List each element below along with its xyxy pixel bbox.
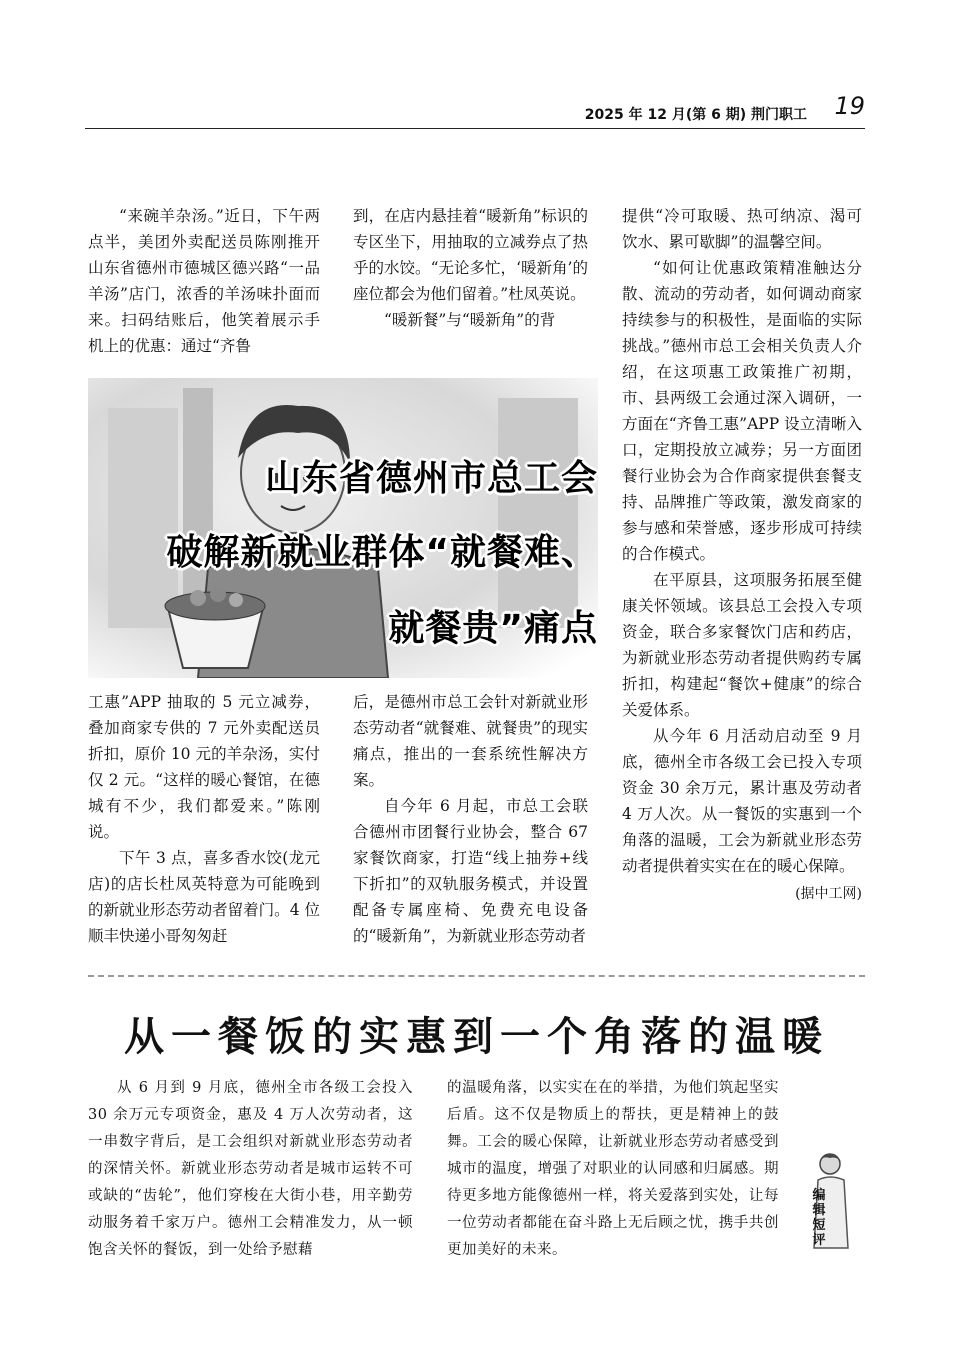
article-col1-top: [88, 203, 320, 359]
headline-line3: 就餐贵”痛点: [388, 608, 598, 649]
issue-label: 2025 年 12 月(第 6 期) 荆门职工: [584, 107, 807, 123]
article-col3: [622, 203, 862, 907]
article-paragraph: “暖新餐”与“暖新角”的背: [384, 311, 556, 329]
article-paragraph: 到，在店内悬挂着“暖新角”标识的专区坐下，用抽取的立减券点了热乎的水饺。“无论多忙，‘暖新角’的座位都会为他们留着。”杜凤英说。: [353, 207, 588, 303]
article-col2-bottom: [353, 689, 588, 949]
commentary-col2: [447, 1075, 779, 1264]
article-col2-top: [353, 203, 588, 333]
article-paragraph: 在平原县，这项服务拓展至健康关怀领域。该县总工会投入专项资金，联合多家餐饮门店和药店，为新就业形态劳动者提供购药专属折扣，构建起“餐饮+健康”的综合关爱体系。: [622, 571, 862, 719]
headline-line2: 破解新就业群体“就餐难、: [166, 532, 598, 573]
section-divider: [88, 975, 865, 977]
editor-commentary-badge: 编辑短评: [812, 1188, 826, 1248]
headline-line1: 山东省德州市总工会: [264, 458, 598, 499]
commentary-col1: [88, 1075, 413, 1264]
article-paragraph: 从今年 6 月活动启动至 9 月底，德州全市各级工会已投入专项资金 30 余万元，累计惠及劳动者 4 万人次。从一餐饭的实惠到一个角落的温暖，工会为新就业形态劳动者提供着实实在在的暖心保障。: [622, 727, 862, 875]
article-paragraph: 后，是德州市总工会针对新就业形态劳动者“就餐难、就餐贵”的现实痛点，推出的一套系统性解决方案。: [353, 693, 588, 789]
illustration: [88, 378, 598, 678]
article-paragraph: 提供“冷可取暖、热可纳凉、渴可饮水、累可歇脚”的温馨空间。: [622, 207, 862, 251]
commentary-paragraph: 的温暖角落，以实实在在的举措，为他们筑起坚实后盾。这不仅是物质上的帮扶，更是精神上的鼓舞。工会的暖心保障，让新就业形态劳动者感受到城市的温度，增强了对职业的认同感和归属感。期待更多地方能像德州一样，将关爱落到实处，让每一位劳动者都能在奋斗路上无后顾之忧，携手共创更加美好的未来。: [447, 1080, 779, 1258]
article-paragraph: 自今年 6 月起，市总工会联合德州市团餐行业协会，整合 67 家餐饮商家，打造“线上抽券+线下折扣”的双轨服务模式，并设置配备专属座椅、免费充电设备的“暖新角”，为新就业形态劳动者: [353, 797, 588, 945]
article-paragraph: 下午 3 点，喜多香水饺(龙元店)的店长杜凤英特意为可能晚到的新就业形态劳动者留着门。4 位顺丰快递小哥匆匆赶: [88, 849, 320, 945]
article-paragraph: 工惠”APP 抽取的 5 元立减券，叠加商家专供的 7 元外卖配送员折扣，原价 10 元的羊杂汤，实付仅 2 元。“这样的暖心餐馆，在德城有不少，我们都爱来。”陈刚说。: [88, 693, 320, 841]
page-number: 19: [834, 92, 865, 120]
article-paragraph: “来碗羊杂汤。”近日，下午两点半，美团外卖配送员陈刚推开山东省德州市德城区德兴路“一品羊汤”店门，浓香的羊汤味扑面而来。扫码结账后，他笑着展示手机上的优惠：通过“齐鲁: [88, 207, 320, 355]
article-col1-bottom: [88, 689, 320, 949]
source-credit: (据中工网): [795, 886, 862, 902]
commentary-title: 从一餐饭的实惠到一个角落的温暖: [124, 1014, 829, 1060]
page-header: [85, 92, 865, 129]
article-paragraph: “如何让优惠政策精准触达分散、流动的劳动者，如何调动商家持续参与的积极性，是面临的实际挑战。”德州市总工会相关负责人介绍，在这项惠工政策推广初期，市、县两级工会通过深入调研，一方面在“齐鲁工惠”APP 设立清晰入口，定期投放立减券；另一方面团餐行业协会为合作商家提供套餐支持、品牌推广等政策，激发商家的参与感和荣誉感，逐步形成可持续的合作模式。: [622, 259, 862, 563]
commentary-paragraph: 从 6 月到 9 月底，德州全市各级工会投入 30 余万元专项资金，惠及 4 万人次劳动者，这一串数字背后，是工会组织对新就业形态劳动者的深情关怀。新就业形态劳动者是城市运转不可或缺的“齿轮”，他们穿梭在大街小巷，用辛勤劳动服务着千家万户。德州工会精准发力，从一顿饱含关怀的餐饭，到一处给予慰藉: [88, 1080, 413, 1258]
